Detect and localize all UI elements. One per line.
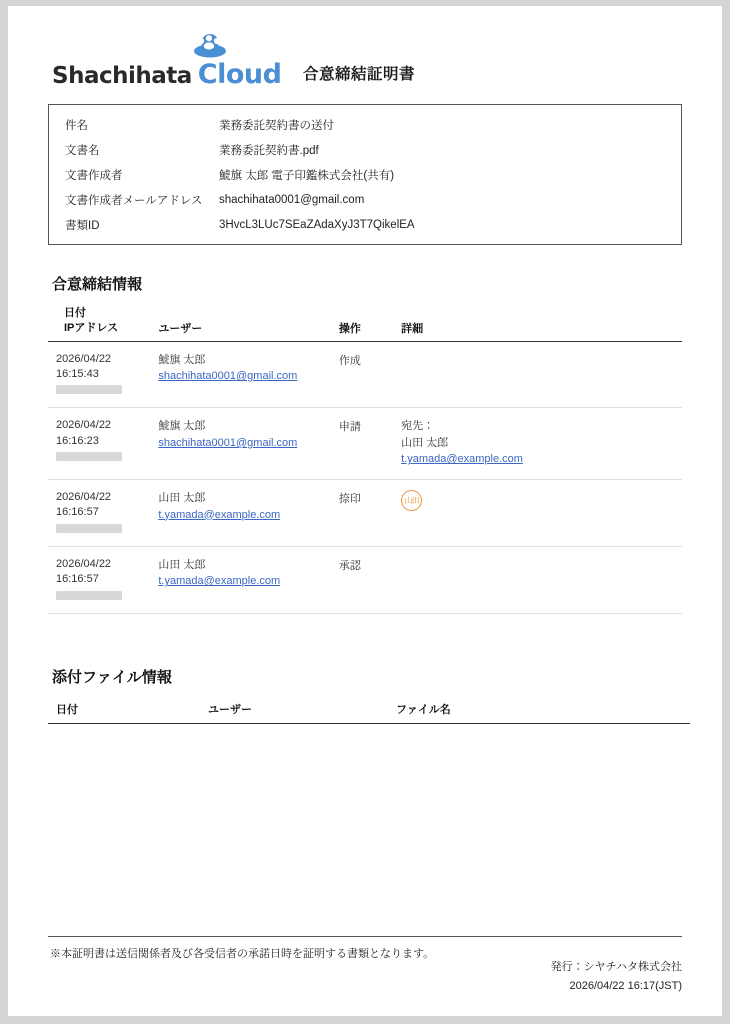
table-row <box>48 546 682 613</box>
row-operation: 捺印 <box>338 493 361 506</box>
brand-name-blue: Cloud <box>197 59 282 90</box>
row-time: 16:16:57 <box>56 506 99 519</box>
info-value: 業務委託契約書の送付 <box>219 119 334 132</box>
header-date <box>48 306 158 341</box>
attachment-table <box>48 701 690 724</box>
row-user-mail[interactable]: shachihata0001@gmail.com <box>158 370 298 383</box>
row-ip-masked <box>56 524 122 533</box>
cell-detail <box>401 480 682 547</box>
footer-note: ※本証明書は送信関係者及び各受信者の承諾日時を証明する書類となります。 <box>50 948 435 960</box>
detail-label: 宛先： <box>401 420 435 433</box>
cell-date <box>48 546 158 613</box>
info-label: 文書作成者メールアドレス <box>65 194 203 207</box>
row-ip-masked <box>56 591 122 600</box>
cell-operation <box>339 546 401 613</box>
row-operation: 承認 <box>338 559 361 572</box>
row-date: 2026/04/22 <box>56 352 112 365</box>
cell-detail <box>401 546 682 613</box>
row-date: 2026/04/22 <box>56 419 112 432</box>
row-operation: 申請 <box>338 421 361 434</box>
cell-date <box>48 341 158 408</box>
row-user-name: 山田 太郎 <box>158 558 206 571</box>
info-value: shachihata0001@gmail.com <box>219 193 365 206</box>
cell-user <box>158 408 339 480</box>
document-info-box <box>48 104 682 245</box>
table-row <box>48 341 682 408</box>
row-ip-masked <box>56 385 122 394</box>
cell-operation <box>339 341 401 408</box>
header-date: 日付 <box>56 703 78 716</box>
info-row <box>49 187 681 212</box>
footer-issued-at: 2026/04/22 16:17(JST) <box>569 979 682 992</box>
row-time: 16:15:43 <box>56 368 99 381</box>
agreement-section-title: 合意締結情報 <box>52 276 143 293</box>
header-date-line1: 日付 <box>64 307 86 319</box>
document-footer <box>48 936 682 992</box>
agreement-log-table <box>48 306 682 614</box>
info-value: 業務委託契約書.pdf <box>219 144 319 157</box>
row-ip-masked <box>56 452 122 461</box>
cell-operation <box>339 408 401 480</box>
brand-name-dark: Shachihata <box>52 63 192 89</box>
header-operation: 操作 <box>338 322 361 335</box>
row-time: 16:16:23 <box>56 434 99 447</box>
table-header-row <box>48 701 690 724</box>
footer-issuer: 発行：シヤチハタ株式会社 <box>550 961 682 973</box>
row-operation: 作成 <box>338 354 361 367</box>
page-content <box>48 32 682 724</box>
info-value: 鯱旗 太郎 電子印鑑株式会社(共有) <box>219 169 395 182</box>
info-row <box>49 162 681 187</box>
page-title: 合意締結証明書 <box>303 66 416 83</box>
row-date: 2026/04/22 <box>56 491 112 504</box>
cell-operation <box>339 480 401 547</box>
detail-mail[interactable]: t.yamada@example.com <box>401 453 523 466</box>
cell-date <box>48 408 158 480</box>
header-user: ユーザー <box>158 322 203 335</box>
cloud-paw-icon <box>188 32 232 58</box>
cell-user <box>158 341 339 408</box>
attachment-section-title: 添付ファイル情報 <box>52 668 172 686</box>
footer-divider <box>48 936 682 937</box>
row-user-mail[interactable]: t.yamada@example.com <box>158 575 281 588</box>
header-date-line2: IPアドレス <box>64 321 119 334</box>
brand-logo <box>52 50 281 88</box>
row-date: 2026/04/22 <box>56 557 112 570</box>
info-row <box>49 137 681 162</box>
header-detail: 詳細 <box>401 322 424 335</box>
row-time: 16:16:57 <box>56 573 99 586</box>
cell-detail <box>401 408 682 480</box>
certificate-page <box>8 6 722 1016</box>
row-user-name: 鯱旗 太郎 <box>158 353 206 366</box>
table-row <box>48 480 682 547</box>
cell-date <box>48 480 158 547</box>
cell-user <box>158 546 339 613</box>
table-row <box>48 408 682 480</box>
row-user-mail[interactable]: t.yamada@example.com <box>158 508 281 521</box>
cell-detail <box>401 341 682 408</box>
detail-name: 山田 太郎 <box>401 436 449 449</box>
row-user-mail[interactable]: shachihata0001@gmail.com <box>158 436 298 449</box>
row-user-name: 山田 太郎 <box>158 492 206 505</box>
info-label: 文書名 <box>65 144 100 157</box>
header-filename: ファイル名 <box>396 703 451 716</box>
info-row <box>49 112 681 137</box>
info-value: 3HvcL3LUc7SEaZAdaXyJ3T7QikelEA <box>219 218 415 231</box>
row-user-name: 鯱旗 太郎 <box>158 420 206 433</box>
info-label: 件名 <box>65 119 88 132</box>
info-label: 文書作成者 <box>65 169 123 182</box>
info-row <box>49 212 681 237</box>
document-header <box>48 32 682 96</box>
table-header-row <box>48 306 682 341</box>
header-user: ユーザー <box>208 703 252 716</box>
footer-issuer-block <box>551 958 682 995</box>
info-label: 書類ID <box>65 219 100 232</box>
seal-stamp-icon: 山田 <box>401 490 422 511</box>
cell-user <box>158 480 339 547</box>
